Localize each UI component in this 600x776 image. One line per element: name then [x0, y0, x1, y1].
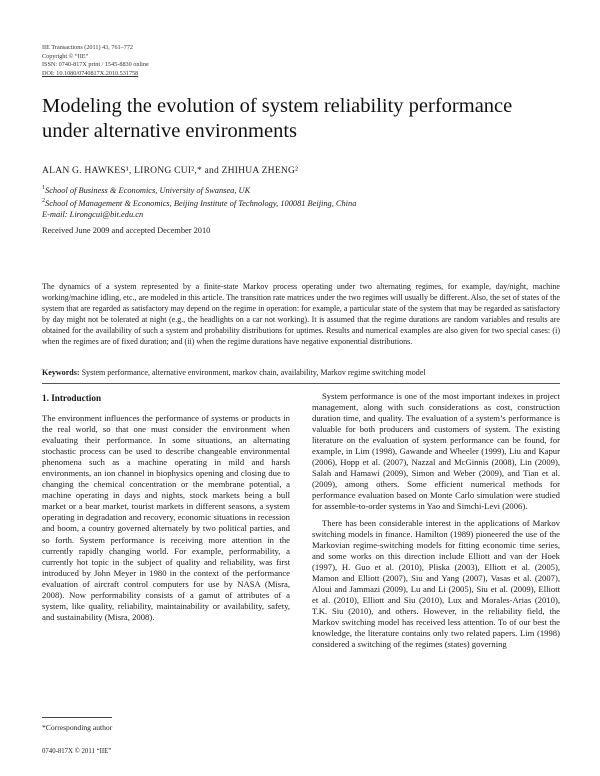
doi-link[interactable]: DOI: 10.1080/0740817X.2010.531758	[42, 69, 139, 77]
intro-paragraph-2: System performance is one of the most important indexes in project management, along with such considerations as cost, construction duration time, and quality. The evaluation of a system’s performance is valuable for both producers and customers of system. The existing literature on the evaluation of system performance can be found, for example, in Lim (1998), Gawande and Wheeler (1999), Liu and Kapur (2006), Hopp et al. (2007), Nazzal and McGinnis (2008), Lin (2009), Salah and Hamawi (2009), Simon and Weber (2009), and Tian et al. (2009), among others. Some efficient numerical methods for performance evaluation based on Monte Carlo simulation were studied for assemble-to-order systems in Yao and Simchi-Levi (2006).	[312, 391, 560, 512]
paper-title: Modeling the evolution of system reliability performance under alternative environments	[42, 95, 513, 142]
keywords-text: System performance, alternative environment, markov chain, availability, Markov regime switching model	[81, 368, 426, 377]
footnote: *Corresponding author	[42, 723, 113, 732]
copyright-line: Copyright © “IIE”	[42, 52, 89, 60]
left-column	[42, 413, 290, 623]
intro-paragraph-3: There has been considerable interest in the applications of Markov switching models in finance. Hamilton (1989) pioneered the use of the Markovian regime-switching models for fitting economic time series, and some works on this direction include Elliott and van der Hoek (1997), H. Guo et al. (2010), Pliska (2003), Elliott et al. (2005), Mamon and Elliott (2007), Siu and Yang (2007), Vasas et al. (2007), Aloui and Jammazi (2009), Lu and Li (2005), Siu et al. (2009), Elliott et al. (2010), Elliott and Siu (2010), Lux and Morales-Arias (2010), T.K. Siu (2010), and others. However, in the reliability field, the Markov switching model has received less attention. To of our best the knowledge, the literature contains only two related papers. Lim (1998) considered a switching of the regimes (states) governing	[312, 517, 560, 650]
affiliations	[42, 183, 356, 220]
section-heading: 1. Introduction	[42, 393, 102, 403]
section-divider	[42, 383, 560, 384]
intro-paragraph-1: The environment influences the performance of systems or products in the real world, so that one must consider the environment when evaluating their performance. In some situations, an alternating stochastic process can be used to describe changeable environmental phenomena such as a machine operating in mild and harsh environments, an ion channel in biophysics opening and closing due to changing the chemical concentration or the membrane potential, a machine operating in days and nights, stock markets being a bull market or a bear market, tourist markets in different seasons, a system operating in degradation and recovery, economic situations in recession and boom, a country governed alternately by two political parties, and so forth. System performance is receiving more attention in the currently rapidly changing world. For example, performability, a currently hot topic in the subject of quality and reliability, was first introduced by John Meyer in 1980 in the context of the performance evaluation of aircraft control computers for use by NASA (Misra, 2008). Now performability consists of a gamut of attributes of a system, like quality, reliability, maintainability or availability, safety, and sustainability (Misra, 2008).	[42, 413, 290, 622]
journal-header	[42, 44, 149, 78]
journal-citation: IIE Transactions (2011) 43, 761–772	[42, 44, 134, 51]
keywords	[42, 368, 560, 379]
author-email[interactable]: E-mail: Lirongcui@bit.edu.cn	[42, 209, 144, 219]
affiliation-2: $^2$School of Management & Economics, Beijing Institute of Technology, 100081 Beijing, China	[42, 197, 357, 208]
footnote-rule	[42, 717, 112, 718]
copyright-footer: 0740-817X © 2011 “IIE”	[42, 748, 112, 755]
right-column	[312, 391, 560, 650]
keywords-label: Keywords:	[42, 368, 80, 377]
abstract: The dynamics of a system represented by a finite-state Markov process operating under two alternating regimes, for example, day/night, machine working/machine idling, etc., are modeled in this article. The transition rate matrices under the two regimes will usually be different. Also, the set of states of the system that are regarded as satisfactory may depend on the regime in operation: for example, a particular state of the system that may be regarded as satisfactory by day might not be tolerated at night (e.g., the headlights on a car not working). It is assumed that the regime durations are random variables and results are obtained for the availability of such a system and probability distributions for uptimes. Results and numerical examples are also given for two special cases: (i) when the regimes are of fixed duration; and (ii) when the regime durations have negative exponential distributions.	[42, 282, 560, 346]
issn-line: ISSN: 0740-817X print / 1545-8830 online	[42, 61, 149, 69]
received-date: Received June 2009 and accepted December 2010	[42, 226, 211, 235]
affiliation-1: $^1$School of Business & Economics, University of Swansea, UK	[42, 185, 251, 195]
author-list: ALAN G. HAWKES¹, LIRONG CUI²,* and ZHIHUA ZHENG²	[42, 165, 299, 176]
